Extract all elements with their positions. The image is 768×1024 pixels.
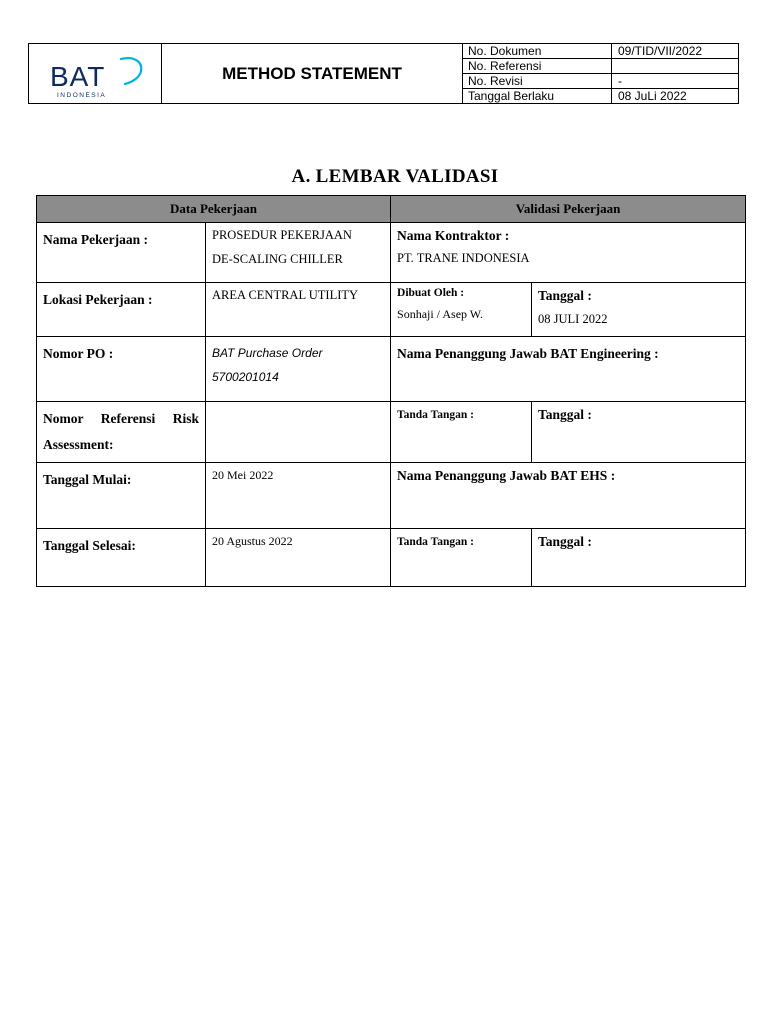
bat-logo (47, 53, 147, 99)
tanggal-selesai-label: Tanggal Selesai: (37, 529, 206, 587)
pj-ehs-cell (391, 463, 746, 529)
tanggal-dibuat-label: Tanggal : (538, 288, 592, 303)
tanggal-ehs-label: Tanggal : (538, 534, 592, 549)
nama-kontraktor-label: Nama Kontraktor : (397, 228, 510, 243)
meta-label: No. Referensi (463, 59, 612, 73)
meta-label: No. Dokumen (463, 44, 612, 58)
tanggal-mulai-label: Tanggal Mulai: (37, 463, 206, 529)
lokasi-pekerjaan-value: AREA CENTRAL UTILITY (206, 283, 391, 337)
pj-engineering-label: Nama Penanggung Jawab BAT Engineering : (397, 346, 659, 361)
meta-row-referensi (463, 59, 738, 74)
tanggal-ehs-cell (532, 529, 746, 587)
nomor-po-label: Nomor PO : (37, 337, 206, 402)
nomor-referensi-label: Nomor Referensi Risk Assessment: (37, 402, 206, 463)
ttd-engineering-label: Tanda Tangan : (397, 409, 474, 421)
ttd-ehs-label: Tanda Tangan : (397, 536, 474, 548)
pj-ehs-label: Nama Penanggung Jawab BAT EHS : (397, 468, 616, 483)
tanggal-engineering-cell (532, 402, 746, 463)
dibuat-oleh-cell (391, 283, 532, 337)
meta-value: 08 JuLi 2022 (618, 89, 687, 103)
meta-value: - (618, 74, 622, 88)
nomor-referensi-value (206, 402, 391, 463)
logo-cell (29, 44, 162, 103)
tanggal-dibuat-cell (532, 283, 746, 337)
dibuat-oleh-label: Dibuat Oleh : (397, 287, 465, 299)
meta-row-dokumen (463, 44, 738, 59)
tanggal-selesai-value: 20 Agustus 2022 (206, 529, 391, 587)
meta-value: 09/TID/VII/2022 (618, 44, 703, 58)
document-meta-table (463, 44, 738, 103)
meta-label: No. Revisi (463, 74, 612, 88)
header-validasi-pekerjaan: Validasi Pekerjaan (391, 196, 746, 223)
document-title: METHOD STATEMENT (162, 44, 463, 103)
nama-kontraktor-cell (391, 223, 746, 283)
tanggal-dibuat-value: 08 JULI 2022 (538, 312, 608, 326)
pj-engineering-cell (391, 337, 746, 402)
svg-text:INDONESIA: INDONESIA (57, 92, 107, 99)
validation-table (36, 195, 746, 587)
nama-pekerjaan-label: Nama Pekerjaan : (37, 223, 206, 283)
section-title: A. LEMBAR VALIDASI (291, 166, 499, 187)
ttd-ehs-cell (391, 529, 532, 587)
dibuat-oleh-value: Sonhaji / Asep W. (397, 307, 484, 321)
nama-kontraktor-value: PT. TRANE INDONESIA (397, 251, 530, 265)
nomor-po-value: BAT Purchase Order 5700201014 (206, 337, 391, 402)
tanggal-engineering-label: Tanggal : (538, 407, 592, 422)
meta-row-tanggal-berlaku (463, 89, 738, 103)
svg-text:BAT: BAT (50, 61, 106, 92)
meta-value (612, 59, 738, 73)
document-header (28, 43, 739, 104)
tanggal-mulai-value: 20 Mei 2022 (206, 463, 391, 529)
ttd-engineering-cell (391, 402, 532, 463)
nama-pekerjaan-value: PROSEDUR PEKERJAAN DE-SCALING CHILLER (206, 223, 391, 283)
lokasi-pekerjaan-label: Lokasi Pekerjaan : (37, 283, 206, 337)
meta-label: Tanggal Berlaku (463, 89, 612, 103)
meta-row-revisi (463, 74, 738, 89)
header-data-pekerjaan: Data Pekerjaan (37, 196, 391, 223)
